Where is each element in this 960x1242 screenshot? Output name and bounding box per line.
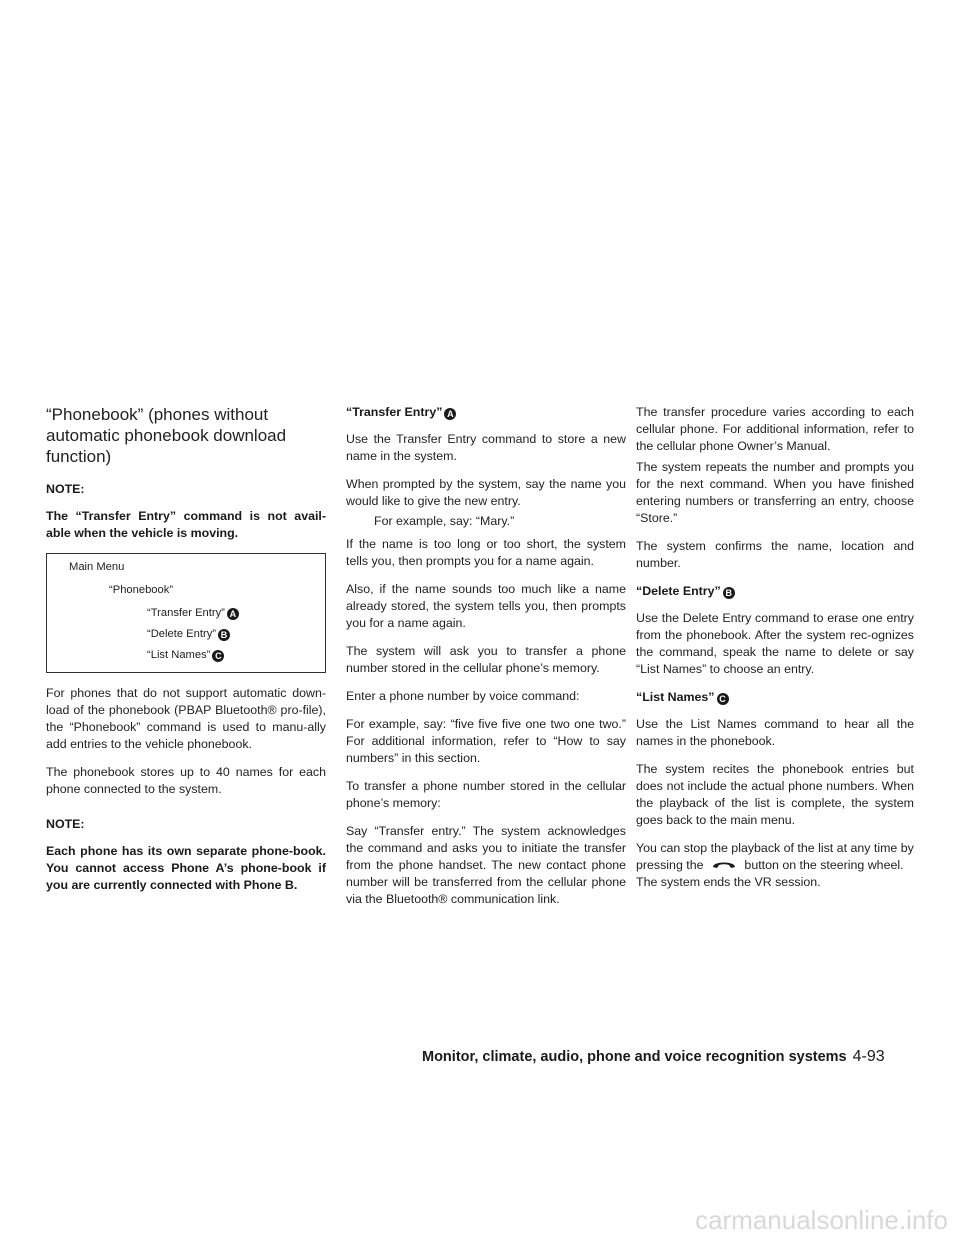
paragraph: The system will ask you to transfer a phone number stored in the cellular phone’s memory.	[346, 644, 626, 675]
section-title: “Phonebook” (phones without automatic phonebook download function)	[46, 405, 287, 466]
transfer-entry-heading	[346, 404, 626, 421]
menu-list-label: “List Names”	[147, 649, 211, 661]
heading-text: “List Names”	[636, 690, 715, 704]
menu-delete-label: “Delete Entry”	[147, 628, 217, 640]
paragraph: The system confirms the name, location and number.	[636, 539, 914, 570]
menu-main: Main Menu	[69, 561, 125, 573]
paragraph: The phonebook stores up to 40 names for each phone connected to the system.	[46, 765, 326, 796]
list-names-heading	[636, 689, 914, 706]
column-left	[46, 404, 326, 905]
note-label: NOTE:	[46, 817, 85, 831]
paragraph: For example, say: “five five five one two one two.” For additional information, refer to “How to say numbers” in this section.	[346, 717, 626, 765]
paragraph: Use the Transfer Entry command to store a new name in the system.	[346, 432, 626, 463]
watermark: carmanualsonline.info	[695, 1205, 948, 1235]
page-number: 4-93	[852, 1048, 885, 1065]
column-middle	[346, 404, 626, 919]
marker-a-icon: A	[227, 608, 239, 620]
paragraph: The system repeats the number and prompts you for the next command. When you have finished entering numbers or transferring an entry, choose “Store.”	[636, 460, 914, 525]
footer-section-title: Monitor, climate, audio, phone and voice recognition systems	[422, 1049, 847, 1065]
paragraph-part: button on the steering wheel. The system ends the VR session.	[636, 858, 904, 889]
note-text: The “Transfer Entry” command is not avail-able when the vehicle is moving.	[46, 509, 326, 540]
page-footer	[422, 1048, 932, 1066]
note-text: Each phone has its own separate phone-book. You cannot access Phone A’s phone-book if you are currently connected with Phone B.	[46, 844, 326, 892]
marker-c-icon: C	[212, 650, 224, 662]
marker-c-icon: C	[717, 693, 729, 705]
heading-text: “Delete Entry”	[636, 584, 721, 598]
paragraph: The transfer procedure varies according to each cellular phone. For additional information, refer to the cellular phone Owner’s Manual.	[636, 405, 914, 453]
paragraph-part: You can stop the playback of the list at any time by pressing the	[636, 841, 914, 872]
menu-transfer-entry	[69, 605, 317, 622]
paragraph: Say “Transfer entry.” The system acknowledges the command and asks you to initiate the transfer from the phone handset. The new contact phone number will be transferred from the cellular phone via the Bluetooth® communication link.	[346, 824, 626, 906]
marker-b-icon: B	[723, 587, 735, 599]
menu-transfer-label: “Transfer Entry”	[147, 607, 225, 619]
example-text: For example, say: “Mary.”	[374, 514, 515, 528]
note-label: NOTE:	[46, 482, 85, 496]
phone-hangup-icon	[709, 858, 739, 870]
phone-hangup-svg	[709, 858, 739, 870]
menu-phonebook: “Phonebook”	[109, 584, 174, 596]
paragraph: Use the Delete Entry command to erase one entry from the phonebook. After the system rec-ognizes the command, speak the name to delete or say “List Names” to choose an entry.	[636, 611, 914, 676]
delete-entry-heading	[636, 583, 914, 600]
paragraph: The system recites the phonebook entries but does not include the actual phone numbers. When the playback of the list is complete, the system goes back to the main menu.	[636, 762, 914, 827]
marker-a-icon: A	[444, 408, 456, 420]
paragraph: If the name is too long or too short, the system tells you, then prompts you for a name again.	[346, 537, 626, 568]
paragraph: To transfer a phone number stored in the cellular phone’s memory:	[346, 779, 626, 810]
paragraph: For phones that do not support automatic down-load of the phonebook (PBAP Bluetooth® pro-file), the “Phonebook” command is used to manu-ally add entries to the vehicle phonebook.	[46, 686, 326, 751]
paragraph: Also, if the name sounds too much like a name already stored, the system tells you, then prompts you for a name again.	[346, 582, 626, 630]
paragraph: Enter a phone number by voice command:	[346, 689, 580, 703]
menu-tree-box	[46, 553, 326, 673]
paragraph: When prompted by the system, say the name you would like to give the new entry.	[346, 477, 626, 508]
menu-list-names	[69, 647, 317, 664]
heading-text: “Transfer Entry”	[346, 405, 443, 419]
marker-b-icon: B	[218, 629, 230, 641]
menu-delete-entry	[69, 626, 317, 643]
paragraph: Use the List Names command to hear all the names in the phonebook.	[636, 717, 914, 748]
paragraph	[636, 840, 914, 891]
column-right	[636, 404, 914, 902]
